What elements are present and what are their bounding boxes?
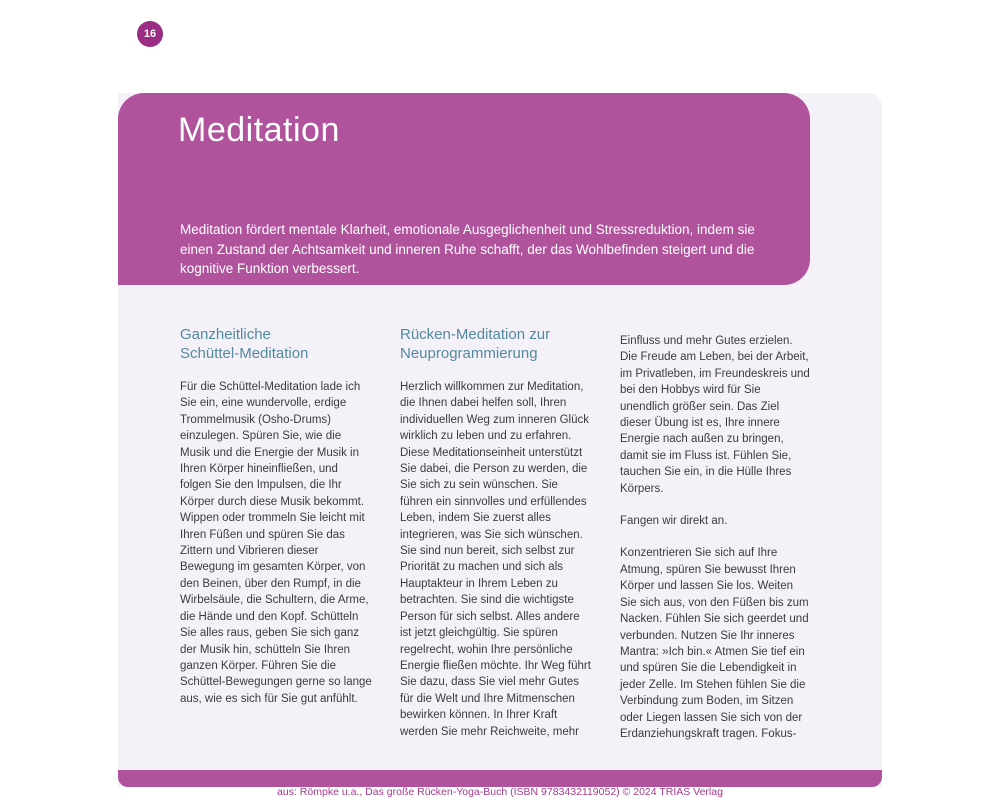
section-heading-2	[400, 325, 592, 363]
text-columns	[180, 325, 812, 758]
body-paragraph: Herzlich willkommen zur Meditation, die Ihnen dabei helfen soll, Ihren individuellen Weg zum inneren Glück wirklich zu leben und zu erfahren. Diese Meditationseinheit unterstützt Sie dabei, die Person zu werden, die Sie sich zu sein wünschen. Sie führen ein sinnvolles und erfüllendes Leben, indem Sie zuerst alles integrieren, was Sie sich wünschen. Sie sind nun bereit, sich selbst zur Priorität zu machen und sich als Hauptakteur in Ihrem Leben zu betrachten. Sie sind die wichtigste Person für sich selbst. Alles andere ist jetzt gleichgültig. Sie spüren regelrecht, wohin Ihre persönliche Energie fließen möchte. Ihr Weg führt Sie dazu, dass Sie viel mehr Gutes für die Welt und Ihre Mitmenschen bewirken können. In Ihrer Kraft werden Sie mehr Reichweite, mehr	[400, 381, 591, 738]
credit-line: aus: Römpke u.a., Das große Rücken-Yoga-Buch (ISBN 9783432119052) © 2024 TRIAS Verlag	[277, 786, 723, 798]
footer-accent-bar	[118, 770, 882, 787]
chapter-header	[118, 93, 810, 285]
chapter-title: Meditation	[178, 111, 340, 149]
body-paragraph: Fangen wir direkt an.	[620, 515, 728, 528]
heading-line: Neuprogrammierung	[400, 345, 538, 362]
heading-line: Ganzheitliche	[180, 326, 271, 343]
content-panel	[118, 93, 882, 787]
body-paragraph: Einfluss und mehr Gutes erzielen. Die Freude am Leben, bei der Arbeit, im Privatleben, im Freundeskreis und bei den Hobbys wird für Sie unendlich größer sein. Das Ziel dieser Übung ist es, Ihre innere Energie nach außen zu bringen, damit sie im Fluss ist. Fühlen Sie, tauchen Sie ein, in die Hülle Ihres Körpers.	[620, 335, 810, 495]
column-2	[400, 325, 592, 758]
section-heading-1	[180, 325, 372, 363]
body-paragraph: Für die Schüttel-Meditation lade ich Sie ein, eine wundervolle, erdige Trommelmusik (Osho-Drums) einzulegen. Spüren Sie, wie die Musik und die Energie der Musik in Ihren Körper hineinfließen, und folgen Sie den Impulsen, die Ihr Körper durch diese Musik bekommt. Wippen oder trommeln Sie leicht mit Ihren Füßen und spüren Sie das Zittern und Vibrieren dieser Bewegung im gesamten Körper, von den Beinen, über den Rumpf, in die Wirbelsäule, die Schultern, die Arme, die Hände und den Kopf. Schütteln Sie alles raus, geben Sie sich ganz der Musik hin, schütteln Sie Ihren ganzen Körper. Führen Sie die Schüttel-Bewegungen gerne so lange aus, wie es sich für Sie gut anfühlt.	[180, 381, 372, 705]
column-1	[180, 325, 372, 758]
chapter-intro: Meditation fördert mentale Klarheit, emotionale Ausgeglichenheit und Stressreduktion, indem sie einen Zustand der Achtsamkeit und inneren Ruhe schafft, der das Wohlbefinden steigert und die kognitive Funktion verbessert.	[180, 222, 755, 276]
heading-line: Rücken-Meditation zur	[400, 326, 551, 343]
body-paragraph: Konzentrieren Sie sich auf Ihre Atmung, spüren Sie bewusst Ihren Körper und lassen Sie los. Weiten Sie sich aus, von den Füßen bis zum Nacken. Fühlen Sie sich geerdet und verbunden. Nutzen Sie Ihr inneres Mantra: »Ich bin.« Atmen Sie tief ein und spüren Sie die Lebendigkeit in jeder Zelle. Im Stehen fühlen Sie die Verbindung zum Boden, im Sitzen oder Liegen lassen Sie sich von der Erdanziehungskraft tragen. Fokus-	[620, 547, 809, 740]
column-3	[620, 325, 812, 758]
heading-line: Schüttel-Meditation	[180, 345, 309, 362]
page-number-badge	[137, 21, 163, 47]
page-number: 16	[143, 28, 157, 40]
